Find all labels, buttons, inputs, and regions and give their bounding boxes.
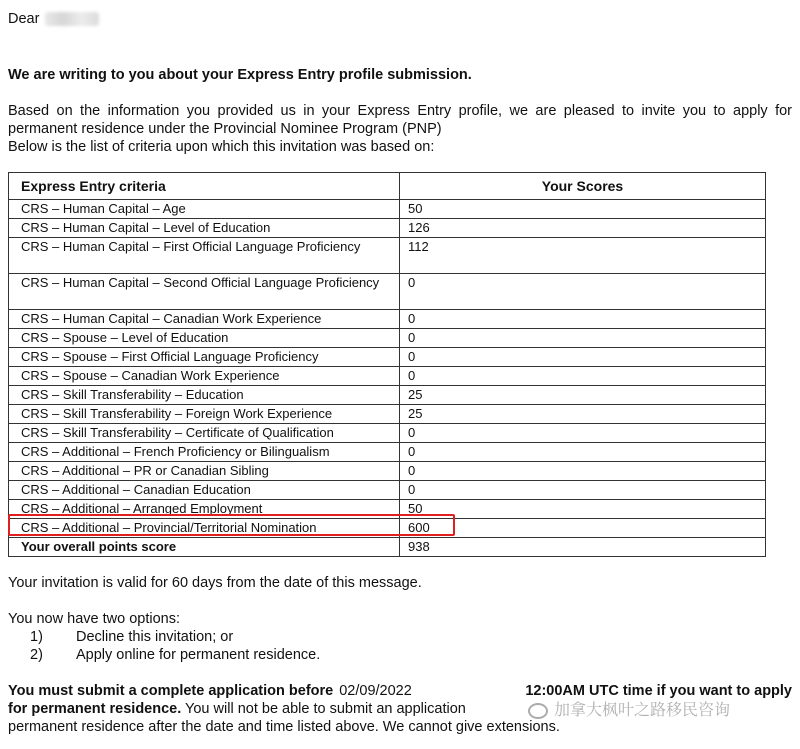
table-row (9, 500, 766, 519)
options-list (8, 610, 320, 664)
criteria-score: 600 (400, 519, 766, 538)
criteria-score: 0 (400, 329, 766, 348)
table-row (9, 481, 766, 500)
options-intro: You now have two options: (8, 611, 180, 627)
option-number: 2) (30, 647, 43, 663)
criteria-score: 0 (400, 424, 766, 443)
criteria-name: CRS – Human Capital – Second Official Language Proficiency (9, 274, 400, 310)
criteria-name: CRS – Skill Transferability – Certificate of Qualification (9, 424, 400, 443)
table-row (9, 367, 766, 386)
total-row (9, 538, 766, 557)
criteria-name: CRS – Human Capital – Canadian Work Experience (9, 310, 400, 329)
criteria-name: CRS – Skill Transferability – Foreign Work Experience (9, 405, 400, 424)
intro-line-1: Based on the information you provided us in your Express Entry profile, we are pleased to invite you to apply for (8, 103, 792, 119)
watermark (528, 702, 730, 720)
total-label: Your overall points score (9, 538, 400, 557)
table-row (9, 519, 766, 538)
option-text: Decline this invitation; or (76, 629, 234, 645)
criteria-name: CRS – Additional – Canadian Education (9, 481, 400, 500)
validity-note: Your invitation is valid for 60 days from the date of this message. (8, 575, 422, 591)
deadline-time: 12:00AM UTC time if you want to apply (525, 683, 792, 699)
criteria-score: 0 (400, 481, 766, 500)
criteria-name: CRS – Spouse – First Official Language Proficiency (9, 348, 400, 367)
watermark-text: 加拿大枫叶之路移民咨询 (554, 702, 731, 719)
criteria-name: CRS – Spouse – Canadian Work Experience (9, 367, 400, 386)
greeting-text: Dear (8, 11, 40, 27)
criteria-score: 50 (400, 200, 766, 219)
table-row (9, 274, 766, 310)
intro-line-3: Below is the list of criteria upon which this invitation was based on: (8, 139, 435, 155)
criteria-name: CRS – Additional – Arranged Employment (9, 500, 400, 519)
closing-text-1: You will not be able to submit an application (185, 701, 466, 717)
criteria-name: CRS – Skill Transferability – Education (9, 386, 400, 405)
table-row (9, 348, 766, 367)
table-row (9, 386, 766, 405)
table-row (9, 238, 766, 274)
criteria-score: 25 (400, 405, 766, 424)
criteria-score: 0 (400, 462, 766, 481)
option-number: 1) (30, 629, 43, 645)
option-text: Apply online for permanent residence. (76, 647, 321, 663)
intro-line-2: permanent residence under the Provincial Nominee Program (PNP) (8, 121, 442, 137)
deadline-date: 02/09/2022 (339, 683, 412, 699)
criteria-score: 0 (400, 367, 766, 386)
criteria-name: CRS – Additional – PR or Canadian Sibling (9, 462, 400, 481)
criteria-name: CRS – Spouse – Level of Education (9, 329, 400, 348)
table-row (9, 200, 766, 219)
criteria-table (8, 172, 766, 557)
criteria-name: CRS – Human Capital – Age (9, 200, 400, 219)
intro-paragraph (8, 102, 792, 156)
closing-text-2: permanent residence after the date and time listed above. We cannot give extensions. (8, 719, 560, 735)
table-row (9, 424, 766, 443)
table-row (9, 219, 766, 238)
criteria-name: CRS – Human Capital – First Official Language Proficiency (9, 238, 400, 274)
table-row (9, 462, 766, 481)
option-item (30, 646, 320, 664)
criteria-name: CRS – Additional – Provincial/Territorial Nomination (9, 519, 400, 538)
greeting (8, 10, 99, 28)
table-header-row (9, 173, 766, 200)
criteria-score: 50 (400, 500, 766, 519)
criteria-score: 0 (400, 443, 766, 462)
table-row (9, 310, 766, 329)
criteria-score: 0 (400, 348, 766, 367)
wechat-icon (528, 703, 548, 719)
deadline-purpose: for permanent residence. (8, 701, 182, 717)
header-scores: Your Scores (400, 173, 766, 200)
criteria-name: CRS – Additional – French Proficiency or Bilingualism (9, 443, 400, 462)
criteria-score: 25 (400, 386, 766, 405)
criteria-name: CRS – Human Capital – Level of Education (9, 219, 400, 238)
option-item (30, 628, 320, 646)
table-row (9, 405, 766, 424)
header-criteria: Express Entry criteria (9, 173, 400, 200)
intro-heading: We are writing to you about your Express Entry profile submission. (8, 67, 472, 83)
table-row (9, 443, 766, 462)
criteria-score: 112 (400, 238, 766, 274)
table-row (9, 329, 766, 348)
criteria-score: 0 (400, 274, 766, 310)
criteria-score: 0 (400, 310, 766, 329)
total-score: 938 (400, 538, 766, 557)
deadline-lead: You must submit a complete application before (8, 683, 334, 699)
redacted-name (45, 12, 99, 26)
criteria-score: 126 (400, 219, 766, 238)
